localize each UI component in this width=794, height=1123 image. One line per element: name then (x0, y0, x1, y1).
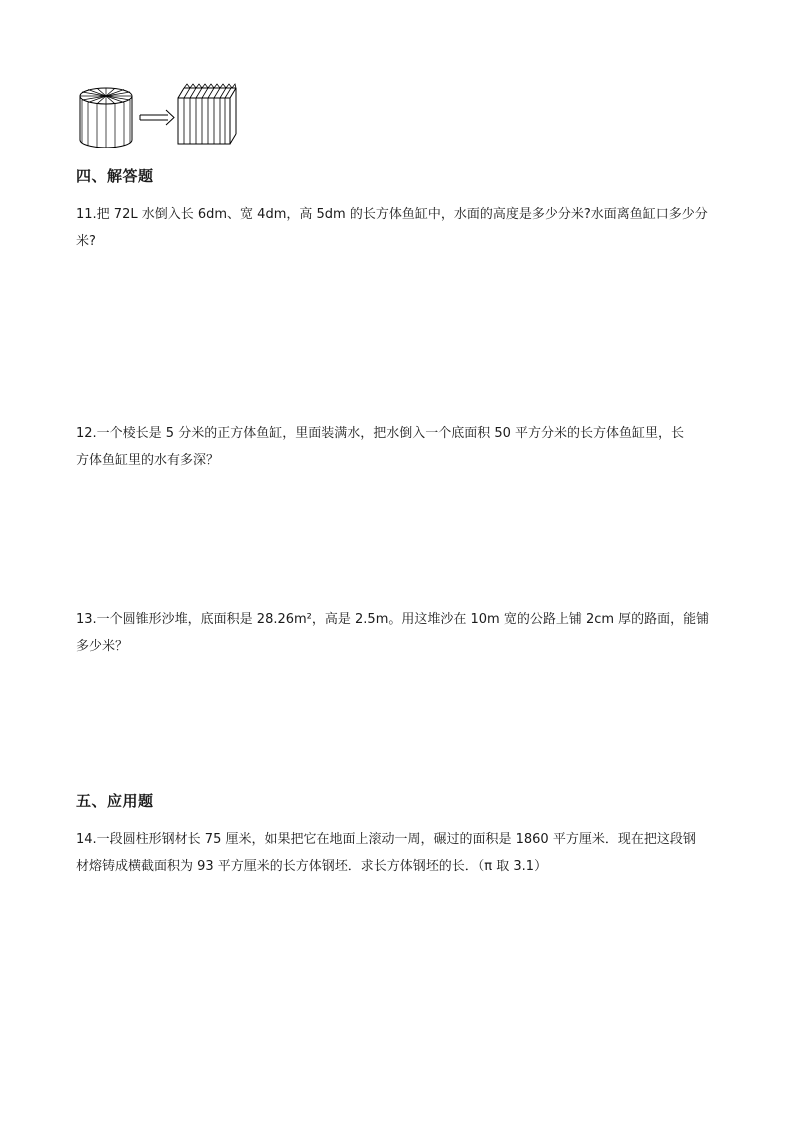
question-11 (76, 201, 718, 255)
arrow-icon (140, 110, 174, 125)
question-12 (76, 420, 718, 474)
question-11-line-2: 米? (76, 234, 96, 249)
question-14 (76, 826, 718, 880)
question-14-line-2: 材熔铸成横截面积为 93 平方厘米的长方体钢坯．求长方体钢坯的长．（π 取 3.1） (76, 859, 548, 874)
cylinder-to-cuboid-figure (76, 82, 246, 148)
cuboid-shape (178, 88, 236, 144)
question-13-line-1: 13.一个圆锥形沙堆，底面积是 28.26m²，高是 2.5m。用这堆沙在 10m 宽的公路上铺 2cm 厚的路面，能铺 (76, 612, 710, 627)
question-12-line-2: 方体鱼缸里的水有多深？ (76, 453, 220, 468)
section-heading-applied-questions: 五、应用题 (76, 792, 154, 810)
cylinder-body-stripes (82, 100, 130, 148)
cuboid-slices (184, 84, 236, 144)
question-13-line-2: 多少米？ (76, 639, 129, 654)
question-13 (76, 606, 718, 660)
question-11-line-1: 11.把 72L 水倒入长 6dm、宽 4dm，高 5dm 的长方体鱼缸中，水面的高度是多少分米?水面离鱼缸口多少分 (76, 207, 708, 222)
section-heading-answer-questions: 四、解答题 (76, 167, 154, 185)
question-14-line-1: 14.一段圆柱形钢材长 75 厘米，如果把它在地面上滚动一周，碾过的面积是 1860 平方厘米．现在把这段钢 (76, 832, 696, 847)
question-12-line-1: 12.一个棱长是 5 分米的正方体鱼缸，里面装满水，把水倒入一个底面积 50 平方分米的长方体鱼缸里，长 (76, 426, 685, 441)
cylinder-cuboid-diagram (76, 82, 246, 148)
